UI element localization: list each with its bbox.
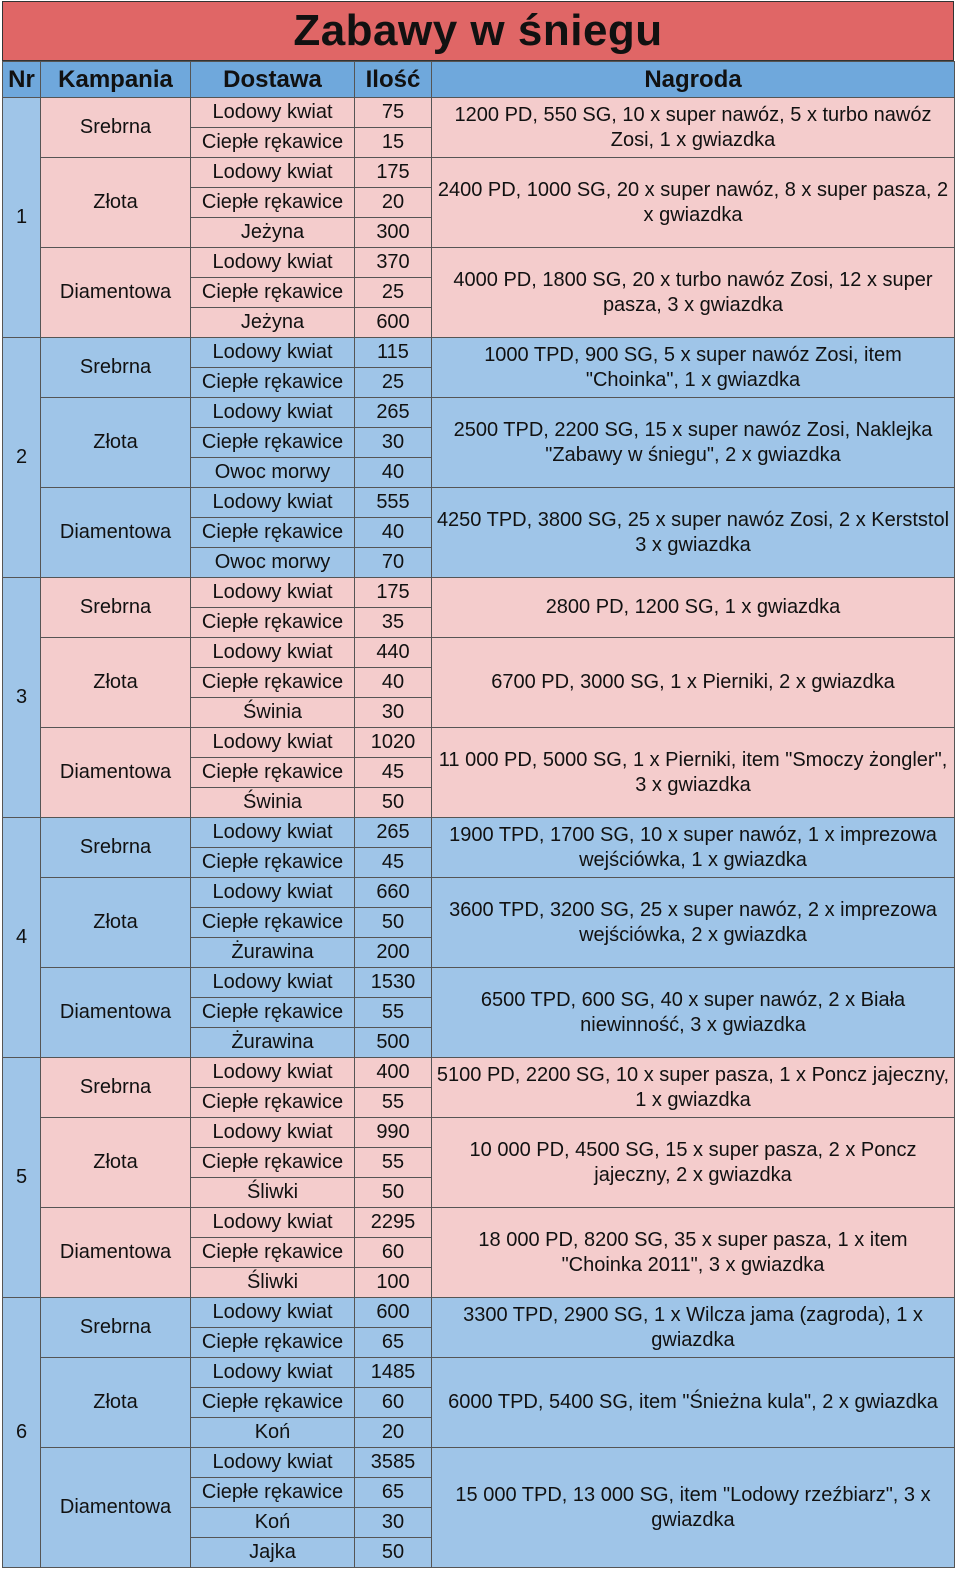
campaign-name: Diamentowa (41, 728, 191, 818)
campaign-name: Srebrna (41, 98, 191, 158)
delivery-quantity: 25 (355, 368, 432, 398)
delivery-quantity: 20 (355, 188, 432, 218)
delivery-item: Ciepłe rękawice (191, 428, 355, 458)
campaign-name: Złota (41, 878, 191, 968)
delivery-quantity: 2295 (355, 1208, 432, 1238)
delivery-item: Owoc morwy (191, 548, 355, 578)
reward-text: 4250 TPD, 3800 SG, 25 x super nawóz Zosi, 2 x Kerststol 3 x gwiazdka (432, 488, 955, 578)
reward-text: 6500 TPD, 600 SG, 40 x super nawóz, 2 x Biała niewinność, 3 x gwiazdka (432, 968, 955, 1058)
delivery-quantity: 40 (355, 518, 432, 548)
delivery-quantity: 45 (355, 758, 432, 788)
delivery-quantity: 55 (355, 1088, 432, 1118)
reward-text: 3600 TPD, 3200 SG, 25 x super nawóz, 2 x imprezowa wejściówka, 2 x gwiazdka (432, 878, 955, 968)
delivery-item: Ciepłe rękawice (191, 518, 355, 548)
delivery-quantity: 370 (355, 248, 432, 278)
delivery-item: Ciepłe rękawice (191, 668, 355, 698)
group-number: 3 (3, 578, 41, 818)
delivery-quantity: 50 (355, 908, 432, 938)
header-row (3, 62, 955, 98)
reward-text: 3300 TPD, 2900 SG, 1 x Wilcza jama (zagroda), 1 x gwiazdka (432, 1298, 955, 1358)
table-row (3, 1058, 955, 1088)
table-row (3, 728, 955, 758)
delivery-item: Koń (191, 1508, 355, 1538)
delivery-quantity: 555 (355, 488, 432, 518)
delivery-quantity: 50 (355, 1538, 432, 1568)
table-row (3, 1358, 955, 1388)
delivery-quantity: 55 (355, 1148, 432, 1178)
table-row (3, 1298, 955, 1328)
delivery-quantity: 600 (355, 1298, 432, 1328)
reward-text: 6000 TPD, 5400 SG, item "Śnieżna kula", 2 x gwiazdka (432, 1358, 955, 1448)
delivery-item: Ciepłe rękawice (191, 1088, 355, 1118)
reward-text: 1000 TPD, 900 SG, 5 x super nawóz Zosi, item "Choinka", 1 x gwiazdka (432, 338, 955, 398)
delivery-quantity: 30 (355, 698, 432, 728)
header-ilosc: Ilość (355, 62, 432, 98)
delivery-quantity: 15 (355, 128, 432, 158)
delivery-quantity: 30 (355, 428, 432, 458)
delivery-item: Lodowy kwiat (191, 878, 355, 908)
reward-text: 1200 PD, 550 SG, 10 x super nawóz, 5 x turbo nawóz Zosi, 1 x gwiazdka (432, 98, 955, 158)
table-row (3, 338, 955, 368)
delivery-item: Owoc morwy (191, 458, 355, 488)
delivery-quantity: 55 (355, 998, 432, 1028)
campaign-name: Diamentowa (41, 488, 191, 578)
delivery-quantity: 60 (355, 1388, 432, 1418)
delivery-item: Jajka (191, 1538, 355, 1568)
header-dostawa: Dostawa (191, 62, 355, 98)
delivery-item: Żurawina (191, 938, 355, 968)
campaign-name: Złota (41, 1358, 191, 1448)
delivery-item: Śliwki (191, 1178, 355, 1208)
delivery-item: Lodowy kwiat (191, 248, 355, 278)
delivery-item: Ciepłe rękawice (191, 1328, 355, 1358)
delivery-quantity: 75 (355, 98, 432, 128)
table-row (3, 1448, 955, 1478)
delivery-quantity: 60 (355, 1238, 432, 1268)
delivery-quantity: 660 (355, 878, 432, 908)
campaign-name: Srebrna (41, 338, 191, 398)
table-row (3, 488, 955, 518)
delivery-item: Żurawina (191, 1028, 355, 1058)
delivery-item: Lodowy kwiat (191, 818, 355, 848)
header-nr: Nr (3, 62, 41, 98)
delivery-quantity: 100 (355, 1268, 432, 1298)
delivery-quantity: 50 (355, 788, 432, 818)
delivery-item: Lodowy kwiat (191, 728, 355, 758)
campaign-name: Złota (41, 158, 191, 248)
delivery-quantity: 300 (355, 218, 432, 248)
delivery-item: Śliwki (191, 1268, 355, 1298)
delivery-item: Ciepłe rękawice (191, 278, 355, 308)
delivery-item: Ciepłe rękawice (191, 608, 355, 638)
delivery-item: Lodowy kwiat (191, 158, 355, 188)
delivery-item: Lodowy kwiat (191, 578, 355, 608)
delivery-quantity: 265 (355, 818, 432, 848)
delivery-item: Lodowy kwiat (191, 1358, 355, 1388)
delivery-item: Ciepłe rękawice (191, 908, 355, 938)
delivery-quantity: 40 (355, 668, 432, 698)
delivery-quantity: 50 (355, 1178, 432, 1208)
delivery-item: Lodowy kwiat (191, 968, 355, 998)
delivery-quantity: 25 (355, 278, 432, 308)
delivery-item: Lodowy kwiat (191, 338, 355, 368)
group-number: 1 (3, 98, 41, 338)
delivery-item: Lodowy kwiat (191, 1058, 355, 1088)
delivery-quantity: 175 (355, 578, 432, 608)
delivery-quantity: 600 (355, 308, 432, 338)
delivery-item: Lodowy kwiat (191, 98, 355, 128)
delivery-item: Lodowy kwiat (191, 1448, 355, 1478)
campaign-name: Złota (41, 1118, 191, 1208)
delivery-item: Ciepłe rękawice (191, 188, 355, 218)
reward-text: 11 000 PD, 5000 SG, 1 x Pierniki, item "Smoczy żongler", 3 x gwiazdka (432, 728, 955, 818)
delivery-quantity: 45 (355, 848, 432, 878)
delivery-item: Ciepłe rękawice (191, 758, 355, 788)
delivery-quantity: 65 (355, 1328, 432, 1358)
campaign-name: Diamentowa (41, 248, 191, 338)
delivery-item: Lodowy kwiat (191, 1208, 355, 1238)
delivery-quantity: 40 (355, 458, 432, 488)
table-row (3, 1118, 955, 1148)
delivery-item: Ciepłe rękawice (191, 1388, 355, 1418)
reward-text: 2800 PD, 1200 SG, 1 x gwiazdka (432, 578, 955, 638)
delivery-quantity: 20 (355, 1418, 432, 1448)
campaign-name: Srebrna (41, 1298, 191, 1358)
campaign-name: Srebrna (41, 578, 191, 638)
table-body (3, 98, 955, 1568)
reward-text: 2400 PD, 1000 SG, 20 x super nawóz, 8 x super pasza, 2 x gwiazdka (432, 158, 955, 248)
campaign-name: Diamentowa (41, 1208, 191, 1298)
delivery-item: Lodowy kwiat (191, 488, 355, 518)
delivery-item: Ciepłe rękawice (191, 1238, 355, 1268)
delivery-item: Lodowy kwiat (191, 638, 355, 668)
group-number: 6 (3, 1298, 41, 1568)
reward-text: 1900 TPD, 1700 SG, 10 x super nawóz, 1 x imprezowa wejściówka, 1 x gwiazdka (432, 818, 955, 878)
delivery-item: Jeżyna (191, 308, 355, 338)
campaign-name: Złota (41, 398, 191, 488)
delivery-quantity: 1485 (355, 1358, 432, 1388)
group-number: 4 (3, 818, 41, 1058)
campaign-name: Srebrna (41, 1058, 191, 1118)
campaign-table (2, 61, 955, 1568)
delivery-quantity: 115 (355, 338, 432, 368)
delivery-quantity: 990 (355, 1118, 432, 1148)
delivery-quantity: 265 (355, 398, 432, 428)
table-row (3, 158, 955, 188)
table-row (3, 248, 955, 278)
delivery-quantity: 1020 (355, 728, 432, 758)
delivery-quantity: 200 (355, 938, 432, 968)
delivery-item: Ciepłe rękawice (191, 998, 355, 1028)
reward-text: 2500 TPD, 2200 SG, 15 x super nawóz Zosi, Naklejka "Zabawy w śniegu", 2 x gwiazdka (432, 398, 955, 488)
table-row (3, 878, 955, 908)
campaign-name: Srebrna (41, 818, 191, 878)
table-row (3, 638, 955, 668)
delivery-item: Świnia (191, 788, 355, 818)
delivery-quantity: 500 (355, 1028, 432, 1058)
table-row (3, 98, 955, 128)
delivery-quantity: 1530 (355, 968, 432, 998)
table-row (3, 398, 955, 428)
delivery-quantity: 70 (355, 548, 432, 578)
delivery-quantity: 30 (355, 1508, 432, 1538)
reward-text: 10 000 PD, 4500 SG, 15 x super pasza, 2 x Poncz jajeczny, 2 x gwiazdka (432, 1118, 955, 1208)
delivery-quantity: 65 (355, 1478, 432, 1508)
delivery-item: Ciepłe rękawice (191, 368, 355, 398)
reward-text: 18 000 PD, 8200 SG, 35 x super pasza, 1 x item "Choinka 2011", 3 x gwiazdka (432, 1208, 955, 1298)
delivery-quantity: 3585 (355, 1448, 432, 1478)
delivery-quantity: 400 (355, 1058, 432, 1088)
header-nagroda: Nagroda (432, 62, 955, 98)
delivery-item: Ciepłe rękawice (191, 1148, 355, 1178)
table-row (3, 818, 955, 848)
page-title: Zabawy w śniegu (2, 1, 954, 61)
delivery-item: Lodowy kwiat (191, 1118, 355, 1148)
document (2, 1, 954, 1568)
delivery-item: Lodowy kwiat (191, 398, 355, 428)
delivery-quantity: 175 (355, 158, 432, 188)
delivery-item: Lodowy kwiat (191, 1298, 355, 1328)
delivery-quantity: 35 (355, 608, 432, 638)
table-row (3, 578, 955, 608)
table-row (3, 968, 955, 998)
reward-text: 5100 PD, 2200 SG, 10 x super pasza, 1 x Poncz jajeczny, 1 x gwiazdka (432, 1058, 955, 1118)
delivery-item: Ciepłe rękawice (191, 128, 355, 158)
reward-text: 15 000 TPD, 13 000 SG, item "Lodowy rzeźbiarz", 3 x gwiazdka (432, 1448, 955, 1568)
delivery-item: Ciepłe rękawice (191, 848, 355, 878)
table-row (3, 1208, 955, 1238)
campaign-name: Diamentowa (41, 1448, 191, 1568)
campaign-name: Złota (41, 638, 191, 728)
delivery-quantity: 440 (355, 638, 432, 668)
campaign-name: Diamentowa (41, 968, 191, 1058)
reward-text: 4000 PD, 1800 SG, 20 x turbo nawóz Zosi, 12 x super pasza, 3 x gwiazdka (432, 248, 955, 338)
delivery-item: Jeżyna (191, 218, 355, 248)
reward-text: 6700 PD, 3000 SG, 1 x Pierniki, 2 x gwiazdka (432, 638, 955, 728)
group-number: 2 (3, 338, 41, 578)
header-kampania: Kampania (41, 62, 191, 98)
delivery-item: Świnia (191, 698, 355, 728)
delivery-item: Koń (191, 1418, 355, 1448)
delivery-item: Ciepłe rękawice (191, 1478, 355, 1508)
group-number: 5 (3, 1058, 41, 1298)
